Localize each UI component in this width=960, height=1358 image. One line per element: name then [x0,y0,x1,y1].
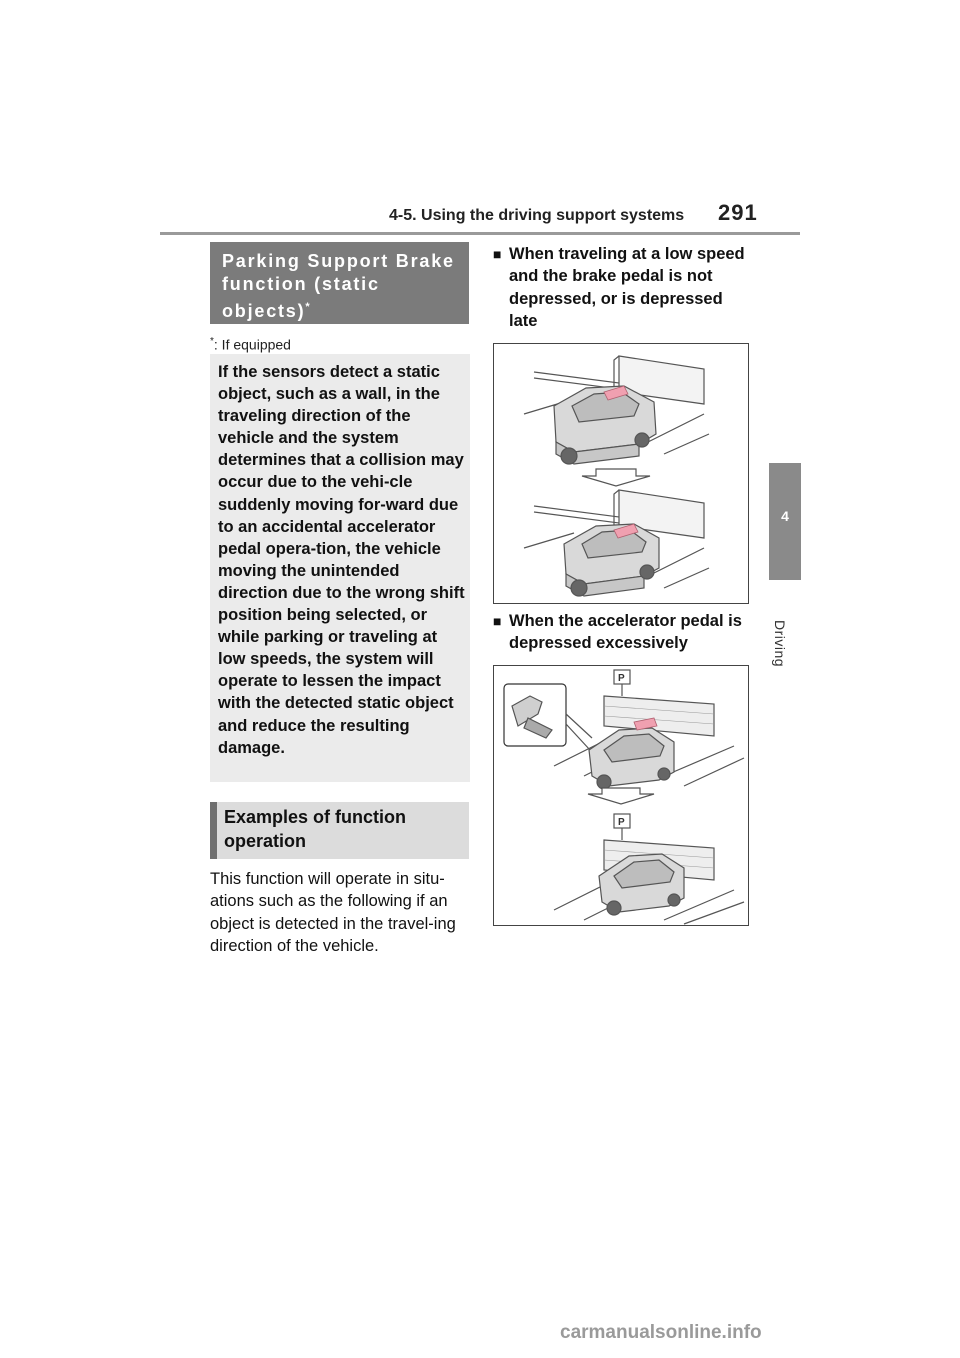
illustration-accelerator-brake-drawing [494,666,748,925]
bullet-square-icon: ■ [493,613,502,629]
page-number: 291 [718,200,758,225]
chapter-number: 4 [781,508,789,524]
condition-heading-accelerator: ■ When the accelerator pedal is depressed excessively [493,612,742,653]
header-section-title: 4-5. Using the driving support systems [389,207,685,224]
subsection-title: Examples of function operation [224,807,407,851]
section-title: Parking Support Brake function (static objects)* [222,251,455,321]
header-rule [160,232,800,235]
body-paragraph: This function will operate in situ-ations such as the following if an object is detected in the travel-ing direction of the vehicle. [210,870,456,955]
chapter-label: Driving [772,620,788,668]
bullet-square-icon: ■ [493,246,502,262]
illustration-accelerator-brake [493,665,749,926]
subsection-title-bar [210,802,217,859]
illustration-wall-brake [493,343,749,604]
footnote: *: If equipped [210,336,291,353]
illustration-wall-brake-drawing [494,344,748,603]
parking-sign-top: P [618,673,625,684]
info-text: If the sensors detect a static object, such as a wall, in the traveling direction of the vehicle and the system determines that a collision may occur due to the vehi-cle suddenly moving for-ward due to an accidental accelerator pedal opera-tion, the vehicle moving the unintended direction due to the wrong shift position being selected, or while parking or traveling at low speeds, the system will operate to lessen the impact with the detected static object and reduce the resulting damage. [218,363,465,757]
condition-heading-low-speed: ■ When traveling at a low speed and the brake pedal is not depressed, or is depressed late [493,245,745,330]
parking-sign-bottom: P [618,817,625,828]
watermark: carmanualsonline.info [560,1322,762,1343]
